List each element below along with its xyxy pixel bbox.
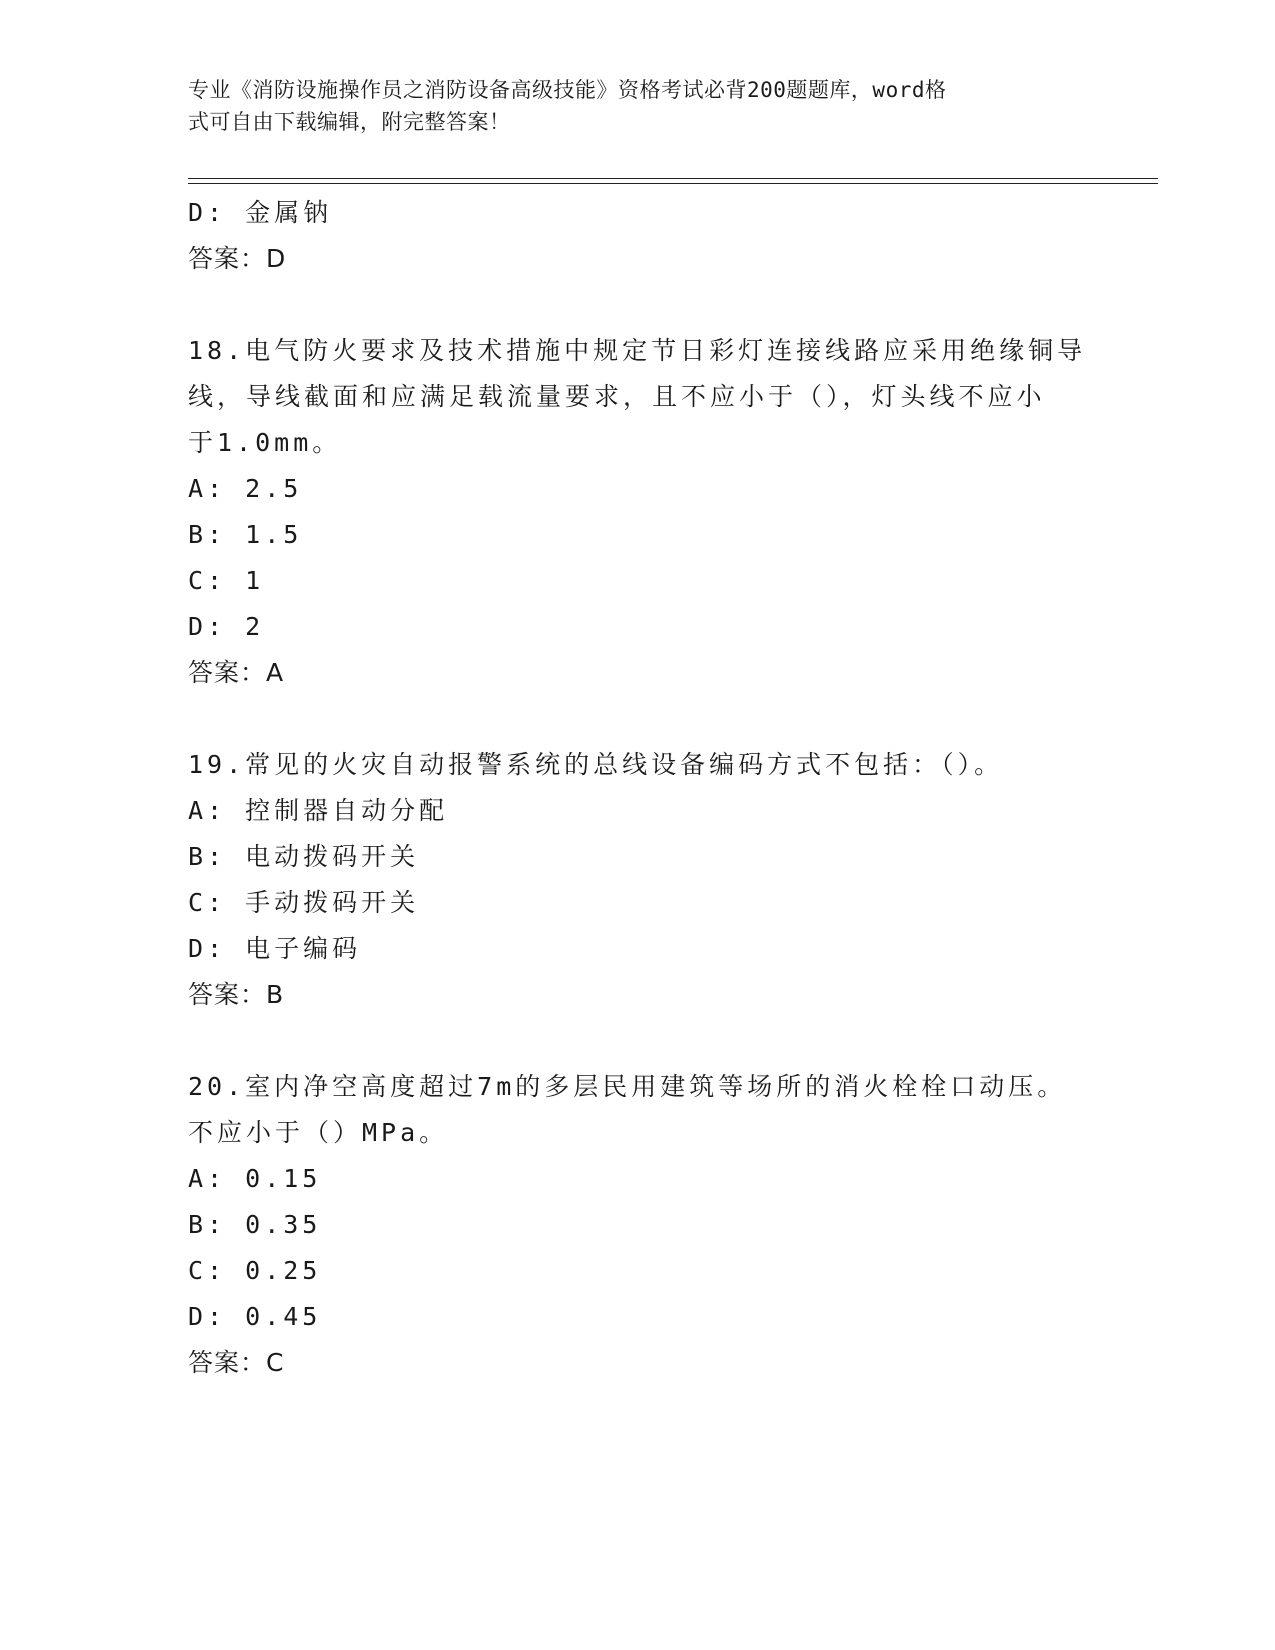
- question-content: [188, 190, 1088, 1386]
- header-divider-top: [188, 178, 1158, 179]
- question-text-line: 19.常见的火灾自动报警系统的总线设备编码方式不包括：（）。: [188, 750, 1004, 779]
- answer-line: 答案：A: [188, 658, 285, 687]
- option-c: C: 手动拨码开关: [188, 888, 420, 917]
- option-d: D: 金属钠: [188, 198, 333, 227]
- question-text-line: 于1.0mm。: [188, 428, 342, 457]
- option-d: D: 电子编码: [188, 934, 362, 963]
- option-c: C: 1: [188, 566, 265, 595]
- option-b: B: 电动拨码开关: [188, 842, 420, 871]
- question-18: [188, 328, 1088, 696]
- option-a: A: 控制器自动分配: [188, 796, 449, 825]
- answer-line: 答案：B: [188, 980, 285, 1009]
- answer-line: 答案：D: [188, 244, 287, 273]
- option-a: A: 0.15: [188, 1164, 322, 1193]
- question-text-line: 20.室内净空高度超过7m的多层民用建筑等场所的消火栓栓口动压。: [188, 1072, 1067, 1101]
- question-text-line: 18.电气防火要求及技术措施中规定节日彩灯连接线路应采用绝缘铜导: [188, 336, 1087, 365]
- question-20: [188, 1064, 1088, 1386]
- answer-line: 答案：C: [188, 1348, 285, 1377]
- option-b: B: 0.35: [188, 1210, 322, 1239]
- document-header: [188, 74, 1068, 138]
- option-a: A: 2.5: [188, 474, 303, 503]
- option-b: B: 1.5: [188, 520, 303, 549]
- header-line-1: 专业《消防设施操作员之消防设备高级技能》资格考试必背200题题库，word格: [188, 78, 947, 102]
- option-c: C: 0.25: [188, 1256, 322, 1285]
- question-19: [188, 742, 1088, 1018]
- previous-question-tail: [188, 190, 1088, 282]
- option-d: D: 0.45: [188, 1302, 322, 1331]
- header-divider-bottom: [188, 183, 1158, 184]
- question-text-line: 线，导线截面和应满足载流量要求，且不应小于（），灯头线不应小: [188, 382, 1046, 411]
- question-text-line: 不应小于（）MPa。: [188, 1118, 449, 1147]
- option-d: D: 2: [188, 612, 265, 641]
- header-line-2: 式可自由下载编辑，附完整答案！: [188, 110, 511, 134]
